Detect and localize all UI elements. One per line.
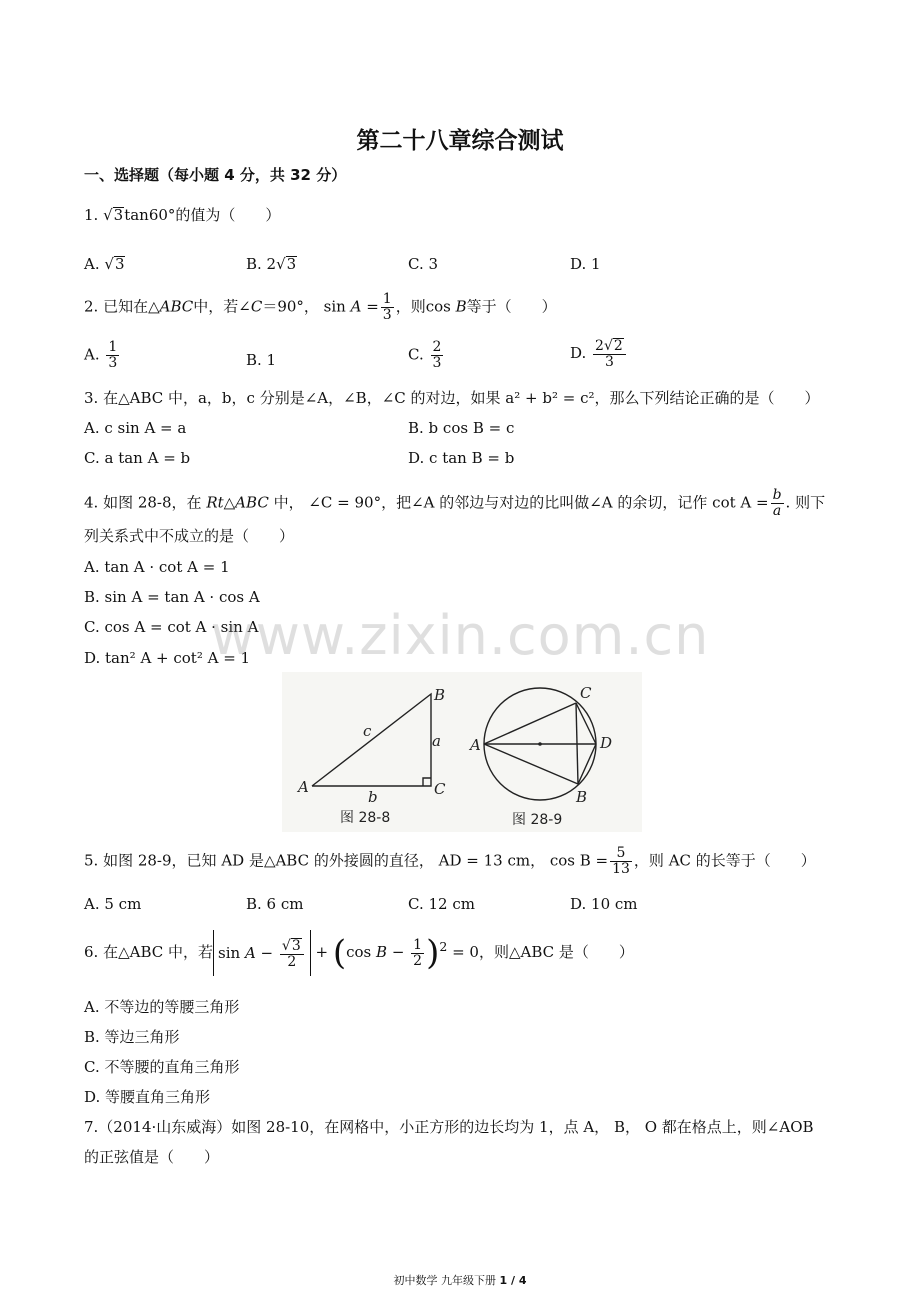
fig8-label-c-side: c [363,722,372,740]
fig9-label-a: A [470,736,481,754]
question-4: 4. 如图 28-8，在 Rt△ABC 中， ∠C = 90°，把∠A 的邻边与对边的比叫做∠A 的余切，记作 cot A = $\frac{b}{a}$ . 则下 [84,487,826,519]
fig8-label-b-side: b [368,788,378,806]
caption-28-9: 图 28-9 [512,812,563,828]
q4-option-b: B. sin A = tan A · cos A [84,588,260,606]
fig8-label-a-side: a [432,732,441,750]
q4-option-c: C. cos A = cot A · sin A [84,618,259,636]
q3-option-d: D. c tan B = b [408,449,515,467]
watermark: www.zixin.com.cn [210,604,710,667]
fig8-label-c-vertex: C [434,780,446,798]
fig8-label-a-vertex: A [298,778,309,796]
q2-option-d: D. $\frac{2√2}{3}$ [570,338,628,370]
fig9-label-b: B [576,788,588,806]
q5-option-c: C. 12 cm [408,895,475,913]
page-number: 1 / 4 [499,1274,527,1287]
q2-option-a: A. $\frac{1}{3}$ [84,339,118,371]
q1-option-d: D. 1 [570,255,601,273]
q2-option-c: C. $\frac{2}{3}$ [408,339,442,371]
q6-option-a: A. 不等边的等腰三角形 [84,998,240,1016]
fig9-label-c: C [580,684,592,702]
q3-option-a: A. c sin A = a [84,419,187,437]
q3-option-b: B. b cos B = c [408,419,515,437]
q6-option-d: D. 等腰直角三角形 [84,1088,211,1106]
q1-text: 的值为（ ） [175,206,281,224]
page-title: 第二十八章综合测试 [356,128,564,154]
q6-option-b: B. 等边三角形 [84,1028,180,1046]
q1-option-c: C. 3 [408,255,439,273]
circle-center [538,742,542,746]
question-2: 2. 已知在△ABC中，若∠C＝90°， sin A = $\frac{1}{3}$ ，则cos B等于（ ） [84,291,557,323]
q5-option-b: B. 6 cm [246,895,304,913]
q4-option-d: D. tan² A + cot² A = 1 [84,649,251,667]
fig9-label-d: D [600,734,613,752]
section-heading: 一、选择题（每小题 4 分，共 32 分） [84,166,347,184]
q5-option-d: D. 10 cm [570,895,638,913]
q4-option-a: A. tan A · cot A = 1 [84,558,230,576]
q1-option-b: B. 2√3 [246,255,297,273]
page-footer [0,1272,920,1288]
q1-number: 1. [84,206,104,224]
question-1: 1. √3tan60°的值为（ ） [84,206,281,224]
figures-28-8-28-9 [282,672,642,832]
q7-line2: 的正弦值是（ ） [84,1148,220,1166]
question-6: 6. 在△ABC 中，若 sin A − $\frac{√3}{2}$ + (cos B − $\frac{1}{2}$ )$^2$ = 0，则△ABC 是（ ） [84,930,634,976]
q3-option-c: C. a tan A = b [84,449,191,467]
q1-option-a: A. √3 [84,255,125,273]
caption-28-8: 图 28-8 [340,810,391,826]
question-7: 7.（2014·山东威海）如图 28-10，在网格中，小正方形的边长均为 1，点 A， B， O 都在格点上，则∠AOB [84,1118,814,1136]
q4-line2: 列关系式中不成立的是（ ） [84,527,295,545]
footer-text: 初中数学 九年级下册 [393,1274,500,1287]
q6-option-c: C. 不等腰的直角三角形 [84,1058,240,1076]
fig8-label-b-vertex: B [434,686,446,704]
question-3: 3. 在△ABC 中，a，b，c 分别是∠A，∠B，∠C 的对边，如果 a² + b² = c²，那么下列结论正确的是（ ） [84,389,820,407]
question-5: 5. 如图 28-9，已知 AD 是△ABC 的外接圆的直径， AD = 13 cm， cos B = $\frac{5}{13}$ ，则 AC 的长等于（ ） [84,845,816,877]
q5-option-a: A. 5 cm [84,895,142,913]
q2-option-b: B. 1 [246,351,277,369]
